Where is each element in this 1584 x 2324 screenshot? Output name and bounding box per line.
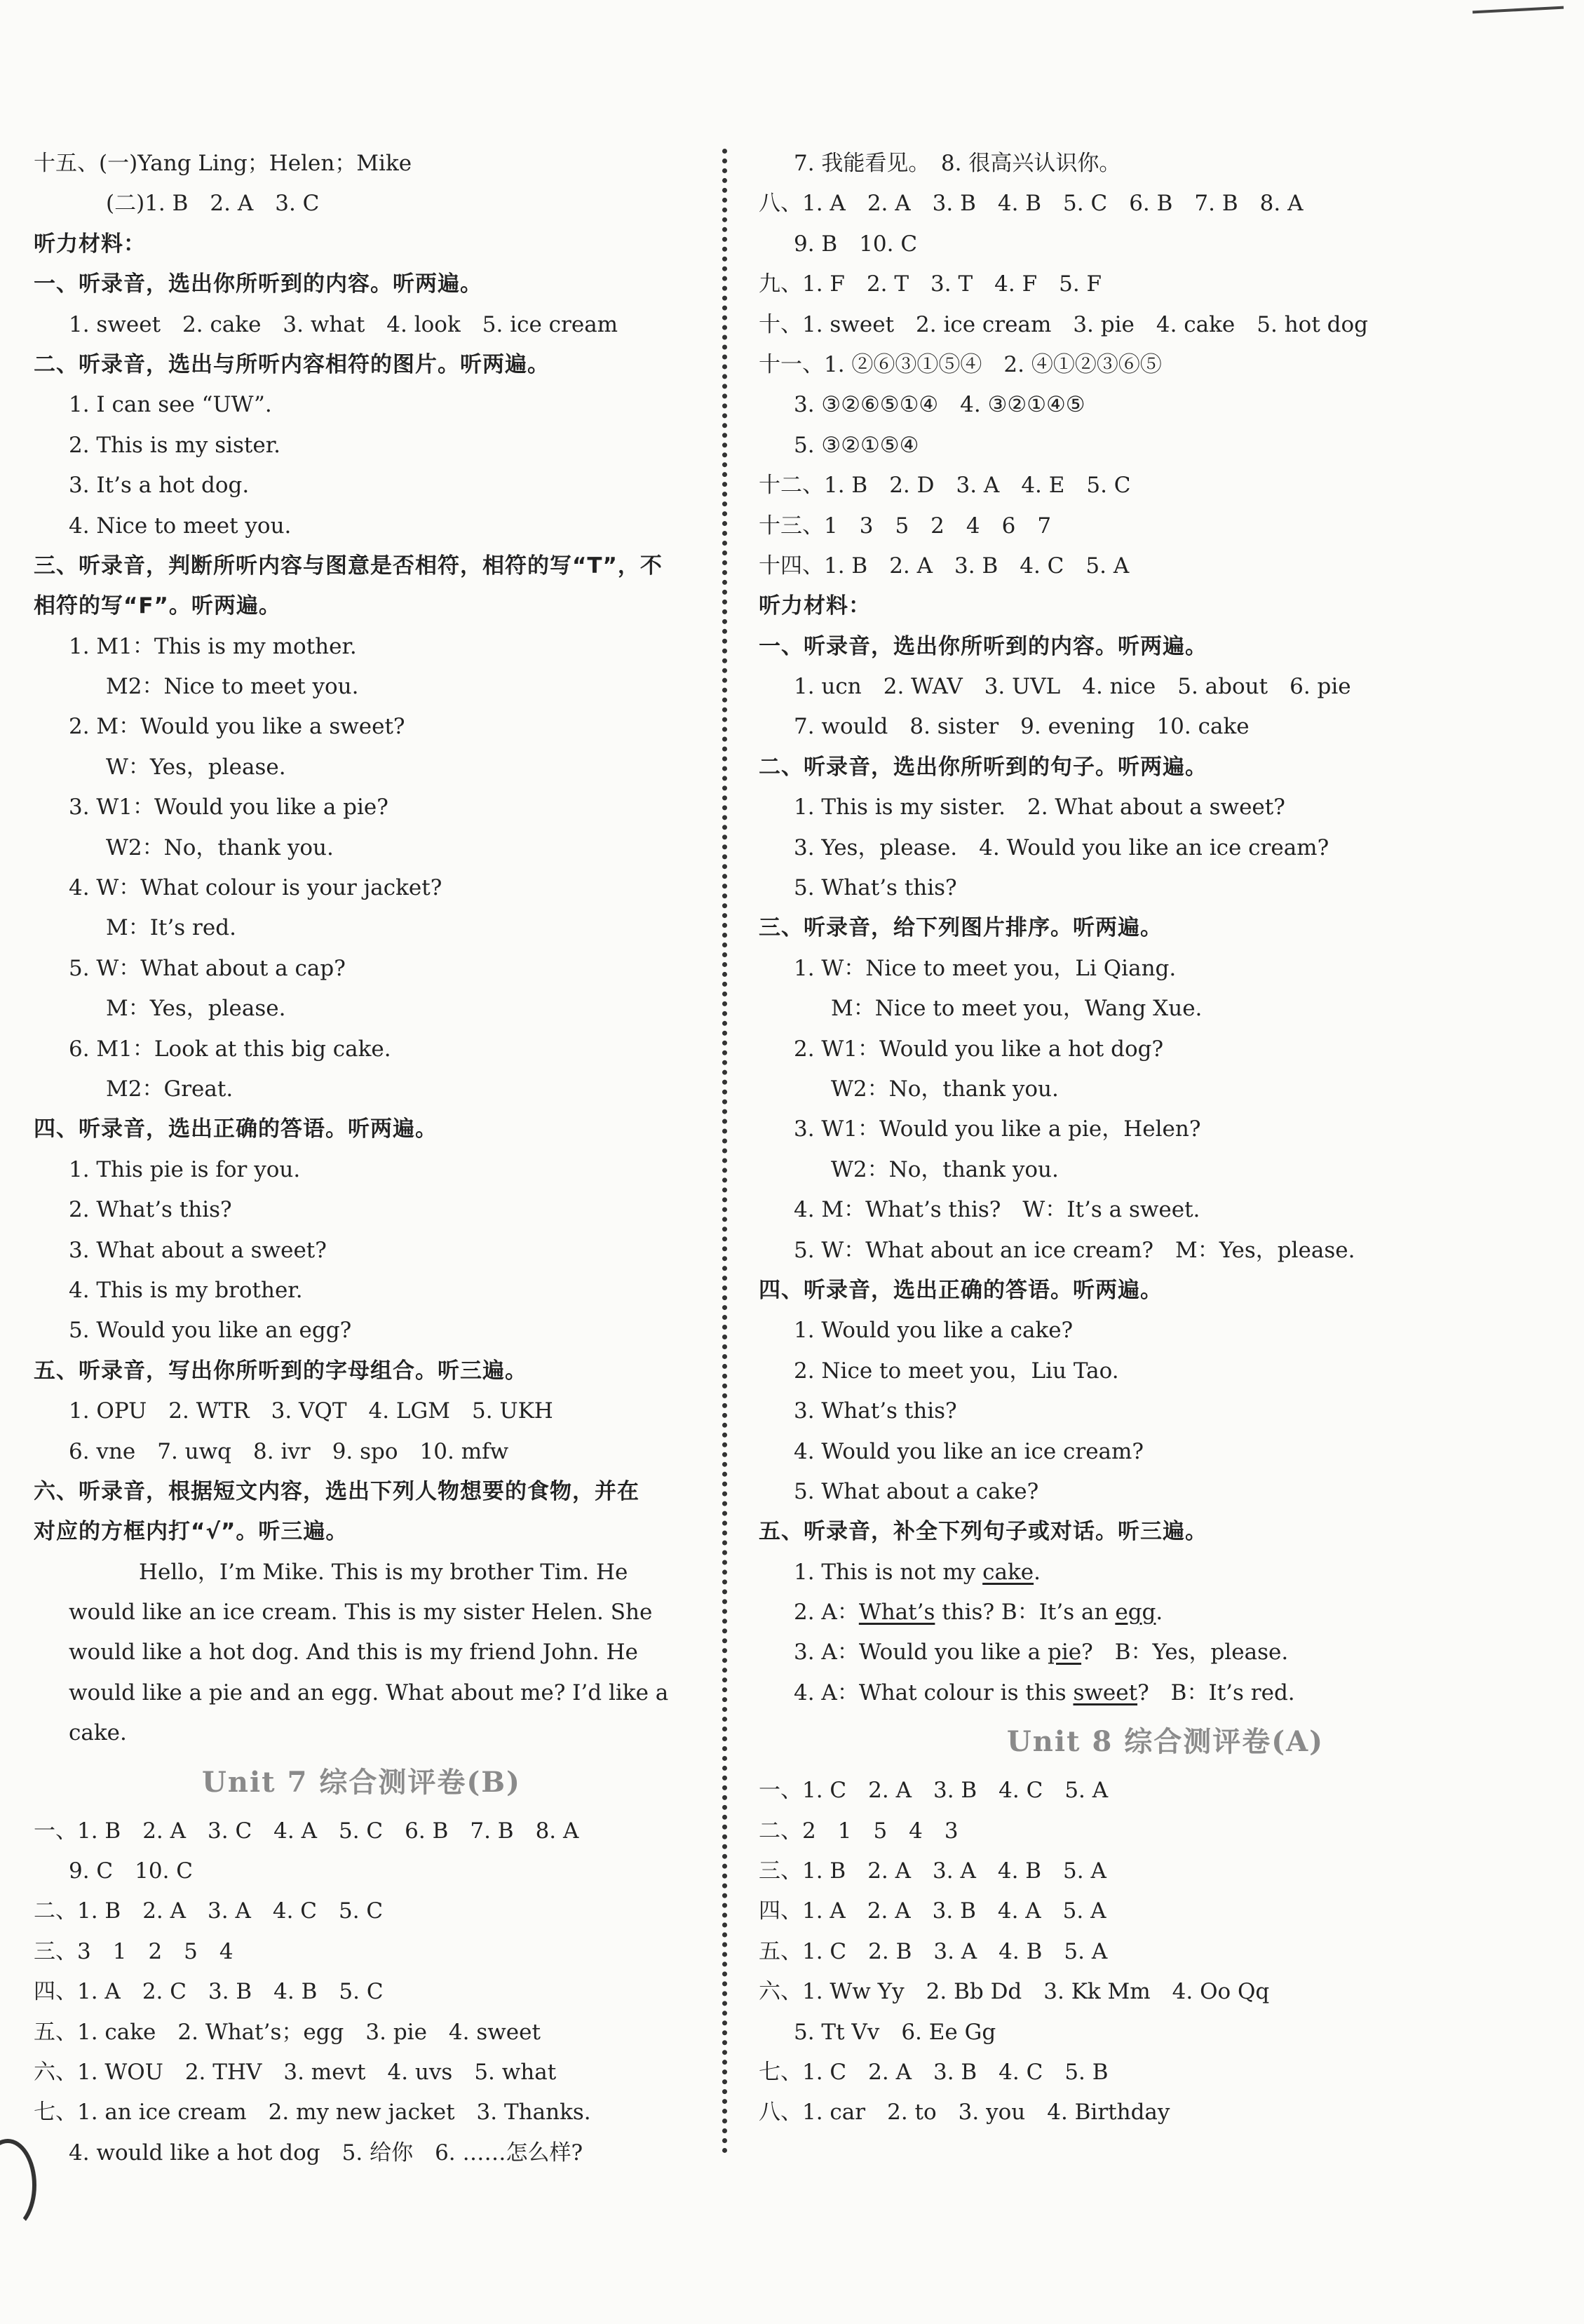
list-item: 1. This is my sister. 2. What about a sweet? xyxy=(794,795,1285,820)
passage: Hello，I’m Mike. This is my brother Tim. He would like an ice cream. This is my sister Helen. She would like a hot dog. And this is my friend John. He would like a pie and an egg. What about me? I’d like a cake. xyxy=(69,1559,669,1746)
section-title: 三、听录音，给下列图片排序。听两遍。 xyxy=(759,915,1163,941)
right-column xyxy=(759,144,1572,2133)
answer-line: 七、1. an ice cream 2. my new jacket 3. Thanks. xyxy=(34,2100,591,2126)
section-title: 三、听录音，判断所听内容与图意是否相符，相符的写“T”，不 xyxy=(34,553,663,579)
list-item: 1. I can see “UW”. xyxy=(69,392,272,418)
section-title-cont: 对应的方框内打“√”。听三遍。 xyxy=(34,1519,348,1545)
filled-answer: egg xyxy=(1115,1600,1156,1626)
answer-line: 1. OPU 2. WTR 3. VQT 4. LGM 5. UKH xyxy=(69,1398,553,1424)
answer-line: 二、1. B 2. A 3. A 4. C 5. C xyxy=(34,1898,384,1924)
answer-line: 五、1. cake 2. What’s；egg 3. pie 4. sweet xyxy=(34,2019,541,2045)
answer-line: 5. ③②①⑤④ xyxy=(794,432,919,458)
section-title: 二、听录音，选出你所听到的句子。听两遍。 xyxy=(759,754,1207,780)
answer-line: 十三、1 3 5 2 4 6 7 xyxy=(759,513,1052,539)
answer-line: 5. Tt Vv 6. Ee Gg xyxy=(794,2019,996,2045)
list-item: 4. Would you like an ice cream? xyxy=(794,1438,1144,1464)
dialog-line: 1. M1：This is my mother. xyxy=(69,633,357,659)
answer-line: 十四、1. B 2. A 3. B 4. C 5. A xyxy=(759,553,1130,579)
answer-line: 1. sweet 2. cake 3. what 4. look 5. ice cream xyxy=(69,311,618,337)
section-title: 五、听录音，写出你所听到的字母组合。听三遍。 xyxy=(34,1358,527,1384)
dialog-line: W：Yes，please. xyxy=(106,754,286,780)
column-divider xyxy=(722,149,727,2154)
answer-line: 八、1. car 2. to 3. you 4. Birthday xyxy=(759,2100,1170,2126)
section-title: 六、听录音，根据短文内容，选出下列人物想要的食物，并在 xyxy=(34,1478,639,1504)
page-corner-mark xyxy=(0,2139,36,2231)
unit-title: Unit 8 综合测评卷(A) xyxy=(1006,1725,1325,1759)
list-item: 2. This is my sister. xyxy=(69,432,280,458)
answer-line: 9. B 10. C xyxy=(794,231,918,257)
listening-label: 听力材料： xyxy=(759,593,871,619)
answer-line: 六、1. Ww Yy 2. Bb Dd 3. Kk Mm 4. Oo Qq xyxy=(759,1979,1270,2005)
filled-answer: pie xyxy=(1047,1640,1082,1666)
fill-line: 3. A：Would you like a pie? B：Yes，please. xyxy=(794,1640,1289,1666)
fill-line: 2. A：What’s this? B：It’s an egg. xyxy=(794,1600,1163,1626)
scan-mark xyxy=(1473,6,1564,14)
answer-line: 一、1. C 2. A 3. B 4. C 5. A xyxy=(759,1778,1109,1804)
answer-line: 十、1. sweet 2. ice cream 3. pie 4. cake 5. hot dog xyxy=(759,311,1368,337)
answer-line: 四、1. A 2. C 3. B 4. B 5. C xyxy=(34,1979,384,2005)
dialog-line: 4. M：What’s this? W：It’s a sweet. xyxy=(794,1197,1200,1223)
dialog-line: M：It’s red. xyxy=(106,915,236,941)
dialog-line: 6. M1：Look at this big cake. xyxy=(69,1036,391,1062)
list-item: 3. Yes，please. 4. Would you like an ice cream? xyxy=(794,835,1329,860)
left-column xyxy=(34,144,689,2173)
section-title: 一、听录音，选出你所听到的内容。听两遍。 xyxy=(759,633,1207,659)
list-item: 2. Nice to meet you，Liu Tao. xyxy=(794,1358,1119,1384)
list-item: 5. What about a cake? xyxy=(794,1478,1039,1504)
dialog-line: W2：No，thank you. xyxy=(831,1156,1059,1182)
answer-line: 十二、1. B 2. D 3. A 4. E 5. C xyxy=(759,473,1131,499)
list-item: 3. What about a sweet? xyxy=(69,1237,327,1263)
answer-line: 二、2 1 5 4 3 xyxy=(759,1818,959,1844)
fill-line: 1. This is not my cake. xyxy=(794,1559,1041,1585)
answer-line: 1. ucn 2. WAV 3. UVL 4. nice 5. about 6. pie xyxy=(794,674,1351,700)
list-item: 5. What’s this? xyxy=(794,875,957,901)
list-item: 1. This pie is for you. xyxy=(69,1156,301,1182)
section-title: 四、听录音，选出正确的答语。听两遍。 xyxy=(759,1277,1163,1303)
unit-title: Unit 7 综合测评卷(B) xyxy=(202,1765,521,1799)
answer-line: 十五、(一)Yang Ling；Helen；Mike xyxy=(34,151,412,176)
list-item: 5. Would you like an egg? xyxy=(69,1318,352,1344)
dialog-line: 2. W1：Would you like a hot dog? xyxy=(794,1036,1164,1062)
answer-line: 一、1. B 2. A 3. C 4. A 5. C 6. B 7. B 8. A xyxy=(34,1818,579,1844)
dialog-line: M2：Nice to meet you. xyxy=(106,674,359,700)
listening-label: 听力材料： xyxy=(34,231,146,257)
list-item: 4. This is my brother. xyxy=(69,1277,303,1303)
dialog-line: W2：No，thank you. xyxy=(106,835,334,860)
section-title: 五、听录音，补全下列句子或对话。听三遍。 xyxy=(759,1519,1207,1545)
dialog-line: M：Nice to meet you，Wang Xue. xyxy=(831,996,1203,1022)
answer-line: 四、1. A 2. A 3. B 4. A 5. A xyxy=(759,1898,1106,1924)
section-title-cont: 相符的写“F”。听两遍。 xyxy=(34,593,281,619)
filled-answer: sweet xyxy=(1073,1680,1138,1705)
dialog-line: 3. W1：Would you like a pie，Helen? xyxy=(794,1116,1201,1142)
dialog-line: M2：Great. xyxy=(106,1076,233,1102)
answer-line: 七、1. C 2. A 3. B 4. C 5. B xyxy=(759,2059,1109,2085)
dialog-line: 1. W：Nice to meet you，Li Qiang. xyxy=(794,955,1177,981)
answer-line: 三、3 1 2 5 4 xyxy=(34,1938,233,1964)
section-title: 四、听录音，选出正确的答语。听两遍。 xyxy=(34,1116,438,1142)
answer-line: 十一、1. ②⑥③①⑤④ 2. ④①②③⑥⑤ xyxy=(759,351,1162,377)
dialog-line: W2：No，thank you. xyxy=(831,1076,1059,1102)
dialog-line: 3. W1：Would you like a pie? xyxy=(69,795,388,820)
answer-line: 3. ③②⑥⑤①④ 4. ③②①④⑤ xyxy=(794,392,1085,418)
dialog-line: 2. M：Would you like a sweet? xyxy=(69,714,405,740)
filled-answer: What’s xyxy=(858,1600,935,1626)
list-item: 3. It’s a hot dog. xyxy=(69,473,250,499)
list-item: 3. What’s this? xyxy=(794,1398,957,1424)
dialog-line: M：Yes，please. xyxy=(106,996,286,1022)
answer-line: 9. C 10. C xyxy=(69,1858,194,1884)
list-item: 1. Would you like a cake? xyxy=(794,1318,1074,1344)
answer-line: 五、1. C 2. B 3. A 4. B 5. A xyxy=(759,1938,1108,1964)
list-item: 2. What’s this? xyxy=(69,1197,232,1223)
answer-line: 6. vne 7. uwq 8. ivr 9. spo 10. mfw xyxy=(69,1438,509,1464)
list-item: 4. Nice to meet you. xyxy=(69,513,292,539)
filled-answer: cake xyxy=(982,1559,1034,1585)
answer-line: 八、1. A 2. A 3. B 4. B 5. C 6. B 7. B 8. A xyxy=(759,191,1304,217)
dialog-line: 4. W：What colour is your jacket? xyxy=(69,875,442,901)
section-title: 二、听录音，选出与所听内容相符的图片。听两遍。 xyxy=(34,351,550,377)
answer-line: 三、1. B 2. A 3. A 4. B 5. A xyxy=(759,1858,1106,1884)
answer-line: 4. would like a hot dog 5. 给你 6. ……怎么样? xyxy=(69,2140,583,2166)
answer-line: 六、1. WOU 2. THV 3. mevt 4. uvs 5. what xyxy=(34,2060,557,2086)
fill-line: 4. A：What colour is this sweet? B：It’s red. xyxy=(794,1680,1295,1705)
answer-line: (二)1. B 2. A 3. C xyxy=(106,191,320,217)
dialog-line: 5. W：What about a cap? xyxy=(69,955,346,981)
section-title: 一、听录音，选出你所听到的内容。听两遍。 xyxy=(34,271,482,297)
answer-line: 7. 我能看见。 8. 很高兴认识你。 xyxy=(794,151,1121,176)
answer-line: 7. would 8. sister 9. evening 10. cake xyxy=(794,714,1250,740)
answer-line: 九、1. F 2. T 3. T 4. F 5. F xyxy=(759,271,1102,297)
dialog-line: 5. W：What about an ice cream? M：Yes，please. xyxy=(794,1237,1355,1263)
